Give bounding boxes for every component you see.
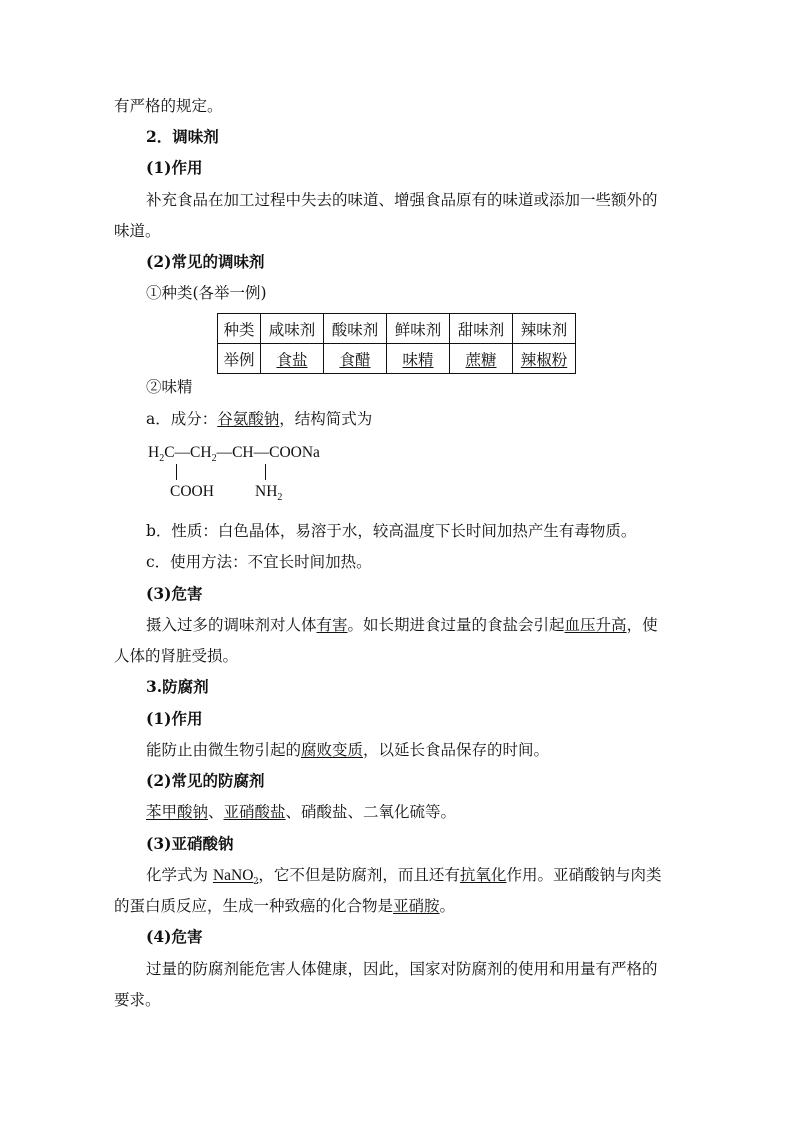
subheading: (3)危害 bbox=[146, 584, 203, 603]
table-cell: 味精 bbox=[402, 350, 434, 369]
subheading: (1)作用 bbox=[146, 158, 203, 177]
subheading: (2)常见的防腐剂 bbox=[146, 771, 265, 790]
text-line: 要求。 bbox=[114, 991, 161, 1009]
table-cell: 食醋 bbox=[339, 350, 371, 369]
table-cell: 蔗糖 bbox=[465, 350, 497, 369]
text-line: 过量的防腐剂能危害人体健康，因此，国家对防腐剂的使用和用量有严格的 bbox=[146, 960, 658, 978]
table-cell: 咸味剂 bbox=[261, 314, 324, 344]
text-line: 能防止由微生物引起的腐败变质，以延长食品保存的时间。 bbox=[146, 741, 550, 759]
section-heading: 3.防腐剂 bbox=[146, 677, 209, 696]
text-line: 有严格的规定。 bbox=[114, 97, 223, 115]
text-line: ①种类(各举一例) bbox=[146, 284, 267, 302]
subheading: (3)亚硝酸钠 bbox=[146, 834, 234, 853]
text-line: 苯甲酸钠、亚硝酸盐、硝酸盐、二氧化硫等。 bbox=[146, 803, 457, 821]
table-cell: 甜味剂 bbox=[450, 314, 513, 344]
table-cell: 酸味剂 bbox=[324, 314, 387, 344]
table-cell: 食盐 bbox=[276, 350, 308, 369]
table-cell: 辣味剂 bbox=[513, 314, 576, 344]
table-row bbox=[218, 344, 576, 374]
subheading: (4)危害 bbox=[146, 927, 203, 946]
bond-line bbox=[176, 464, 177, 480]
section-heading: 2．调味剂 bbox=[146, 127, 219, 146]
text-line: c．使用方法：不宜长时间加热。 bbox=[146, 553, 372, 571]
subheading: (1)作用 bbox=[146, 709, 203, 728]
structural-formula: $H_2C—CH_2—CH—COONa$ COOH $NH_2$ bbox=[148, 444, 320, 504]
table-cell: 鲜味剂 bbox=[387, 314, 450, 344]
text-line: 补充食品在加工过程中失去的味道、增强食品原有的味道或添加一些额外的 bbox=[146, 191, 658, 209]
bond-line bbox=[265, 464, 266, 480]
subheading: (2)常见的调味剂 bbox=[146, 252, 265, 271]
table-cell: 辣椒粉 bbox=[520, 350, 568, 369]
text-line: a．成分：谷氨酸钠，结构简式为 bbox=[146, 410, 373, 428]
seasoning-table bbox=[217, 313, 576, 374]
text-line: b．性质：白色晶体，易溶于水，较高温度下长时间加热产生有毒物质。 bbox=[146, 522, 637, 540]
text-line: 的蛋白质反应，生成一种致癌的化合物是亚硝胺。 bbox=[114, 897, 456, 915]
text-line: 摄入过多的调味剂对人体有害。如长期进食过量的食盐会引起血压升高，使 bbox=[146, 616, 658, 634]
text-line: 化学式为 NaNO$_2$，它不但是防腐剂，而且还有抗氧化作用。亚硝酸钠与肉类 bbox=[146, 866, 662, 888]
table-cell: 种类 bbox=[218, 314, 261, 344]
text-line: 人体的肾脏受损。 bbox=[114, 647, 239, 665]
table-cell: 举例 bbox=[218, 344, 261, 374]
table-row bbox=[218, 314, 576, 344]
text-line: ②味精 bbox=[146, 378, 193, 396]
text-line: 味道。 bbox=[114, 222, 161, 240]
